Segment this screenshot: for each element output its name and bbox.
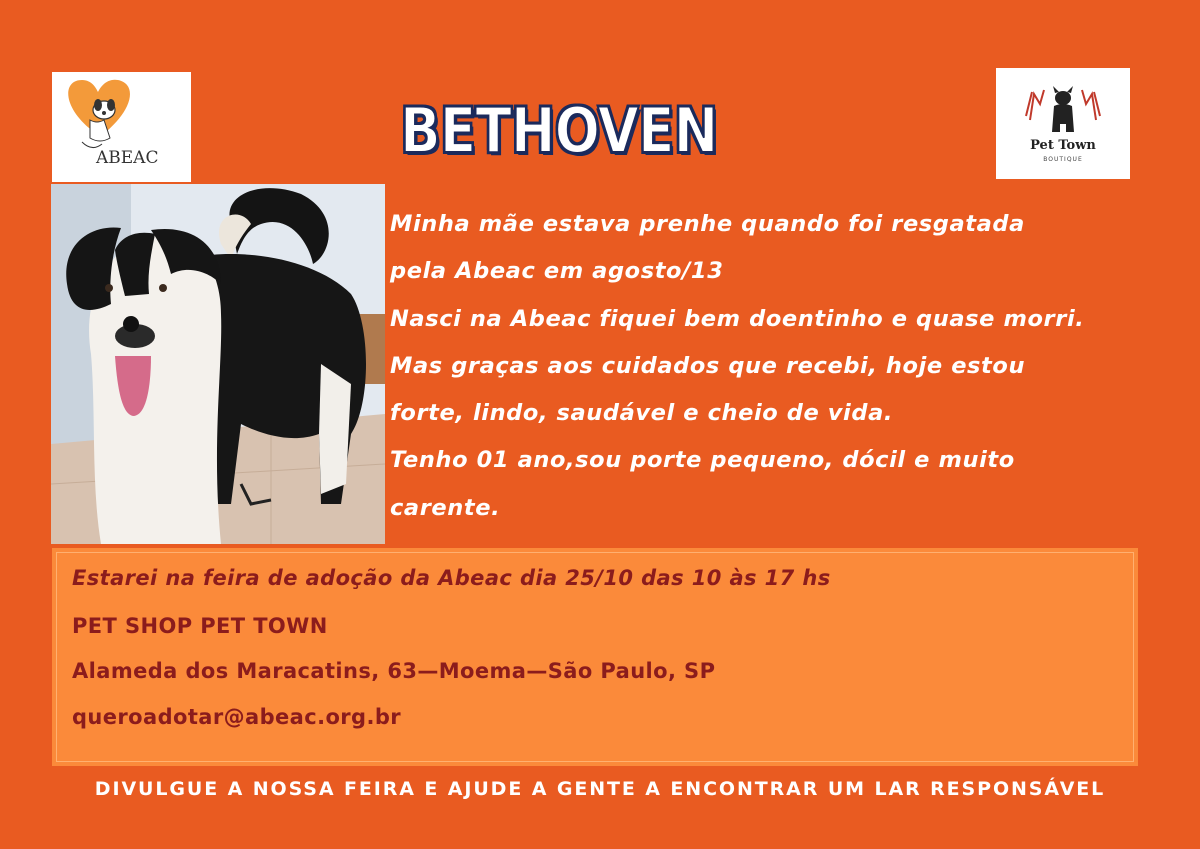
story-line: carente.	[390, 494, 501, 521]
dog-name-title: BETHOVEN	[400, 94, 718, 167]
story-line: Mas graças aos cuidados que recebi, hoje estou	[390, 352, 1026, 379]
abeac-logo-text: ABEAC	[96, 148, 159, 168]
dog-photo	[51, 184, 385, 544]
shop-name-text: PET SHOP PET TOWN	[72, 614, 328, 638]
story-line: forte, lindo, saudável e cheio de vida.	[390, 400, 894, 427]
pettown-logo	[996, 68, 1130, 179]
dog-photo-image	[51, 184, 385, 544]
email-text: queroadotar@abeac.org.br	[72, 705, 402, 729]
event-date-text: Estarei na feira de adoção da Abeac dia 25/10 das 10 às 17 hs	[72, 566, 831, 590]
footer-call-to-action: DIVULGUE A NOSSA FEIRA E AJUDE A GENTE A ENCONTRAR UM LAR RESPONSÁVEL	[94, 778, 1106, 800]
story-line: Nasci na Abeac fiquei bem doentinho e quase morri.	[390, 305, 1085, 332]
pettown-logo-subtitle: BOUTIQUE	[1043, 156, 1083, 163]
event-info-box	[52, 548, 1138, 766]
abeac-logo	[52, 72, 191, 182]
address-text: Alameda dos Maracatins, 63—Moema—São Paulo, SP	[72, 659, 716, 683]
story-line: Minha mãe estava prenhe quando foi resgatada	[390, 211, 1025, 237]
pettown-logo-text: Pet Town	[1030, 138, 1096, 153]
dog-story	[390, 202, 1180, 533]
story-line: pela Abeac em agosto/13	[390, 258, 724, 285]
story-line: Tenho 01 ano,sou porte pequeno, dócil e muito	[390, 447, 1015, 474]
